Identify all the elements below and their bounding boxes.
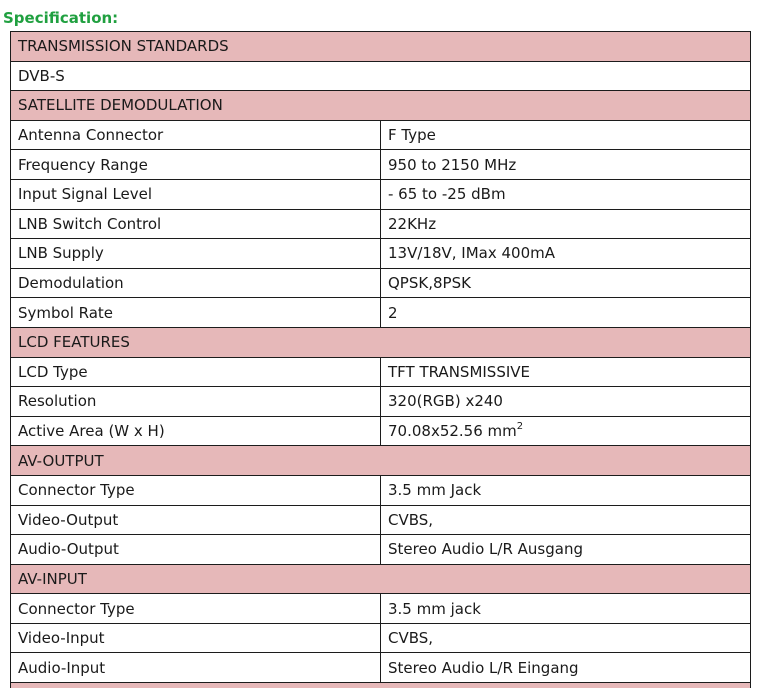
table-row [11, 653, 751, 683]
section-header-satellite: SATELLITE DEMODULATION [11, 91, 751, 121]
spec-value: 70.08x52.56 mm [388, 422, 517, 441]
section-header-row [11, 327, 751, 357]
spec-value: Stereo Audio L/R Eingang [381, 653, 751, 683]
table-row [11, 150, 751, 180]
table-row [11, 209, 751, 239]
table-row [11, 357, 751, 387]
table-row [11, 61, 751, 91]
section-header-av-input: AV-INPUT [11, 564, 751, 594]
section-header-lcd: LCD FEATURES [11, 327, 751, 357]
table-row [11, 594, 751, 624]
spec-value: 950 to 2150 MHz [381, 150, 751, 180]
section-header-partial [11, 683, 751, 688]
table-row [11, 179, 751, 209]
table-row [11, 387, 751, 417]
specification-table [10, 31, 751, 688]
table-row [11, 535, 751, 565]
spec-value-cell [381, 416, 751, 446]
spec-value: 2 [381, 298, 751, 328]
spec-value: CVBS, [381, 623, 751, 653]
spec-label: Symbol Rate [11, 298, 381, 328]
spec-label: Audio-Input [11, 653, 381, 683]
unit-superscript: 2 [516, 421, 524, 433]
section-header-av-output: AV-OUTPUT [11, 446, 751, 476]
section-header-row [11, 446, 751, 476]
spec-label: Demodulation [11, 268, 381, 298]
spec-value: F Type [381, 120, 751, 150]
table-row [11, 623, 751, 653]
table-row [11, 120, 751, 150]
table-row [11, 268, 751, 298]
spec-label: Video-Output [11, 505, 381, 535]
spec-value: Stereo Audio L/R Ausgang [381, 535, 751, 565]
spec-value: 22KHz [381, 209, 751, 239]
spec-label: Connector Type [11, 594, 381, 624]
spec-value: - 65 to -25 dBm [381, 179, 751, 209]
spec-label: Frequency Range [11, 150, 381, 180]
section-header-row [11, 564, 751, 594]
table-row [11, 505, 751, 535]
spec-value: CVBS, [381, 505, 751, 535]
page-title: Specification: [3, 9, 119, 27]
section-header-transmission: TRANSMISSION STANDARDS [11, 32, 751, 62]
section-header-row-cut-off [11, 683, 751, 688]
spec-label: Video-Input [11, 623, 381, 653]
spec-value: 13V/18V, IMax 400mA [381, 239, 751, 269]
spec-label: LCD Type [11, 357, 381, 387]
table-row [11, 416, 751, 446]
spec-label: Connector Type [11, 475, 381, 505]
spec-value: 320(RGB) x240 [381, 387, 751, 417]
section-header-row [11, 91, 751, 121]
spec-label: Input Signal Level [11, 179, 381, 209]
spec-label: Antenna Connector [11, 120, 381, 150]
spec-label: LNB Switch Control [11, 209, 381, 239]
spec-value: TFT TRANSMISSIVE [381, 357, 751, 387]
spec-value: 3.5 mm jack [381, 594, 751, 624]
spec-label: LNB Supply [11, 239, 381, 269]
transmission-standard-value: DVB-S [11, 61, 751, 91]
table-row [11, 298, 751, 328]
spec-label: Audio-Output [11, 535, 381, 565]
spec-value: QPSK,8PSK [381, 268, 751, 298]
spec-value: 3.5 mm Jack [381, 475, 751, 505]
spec-label: Resolution [11, 387, 381, 417]
section-header-row [11, 32, 751, 62]
table-row [11, 475, 751, 505]
spec-label: Active Area (W x H) [11, 416, 381, 446]
table-row [11, 239, 751, 269]
